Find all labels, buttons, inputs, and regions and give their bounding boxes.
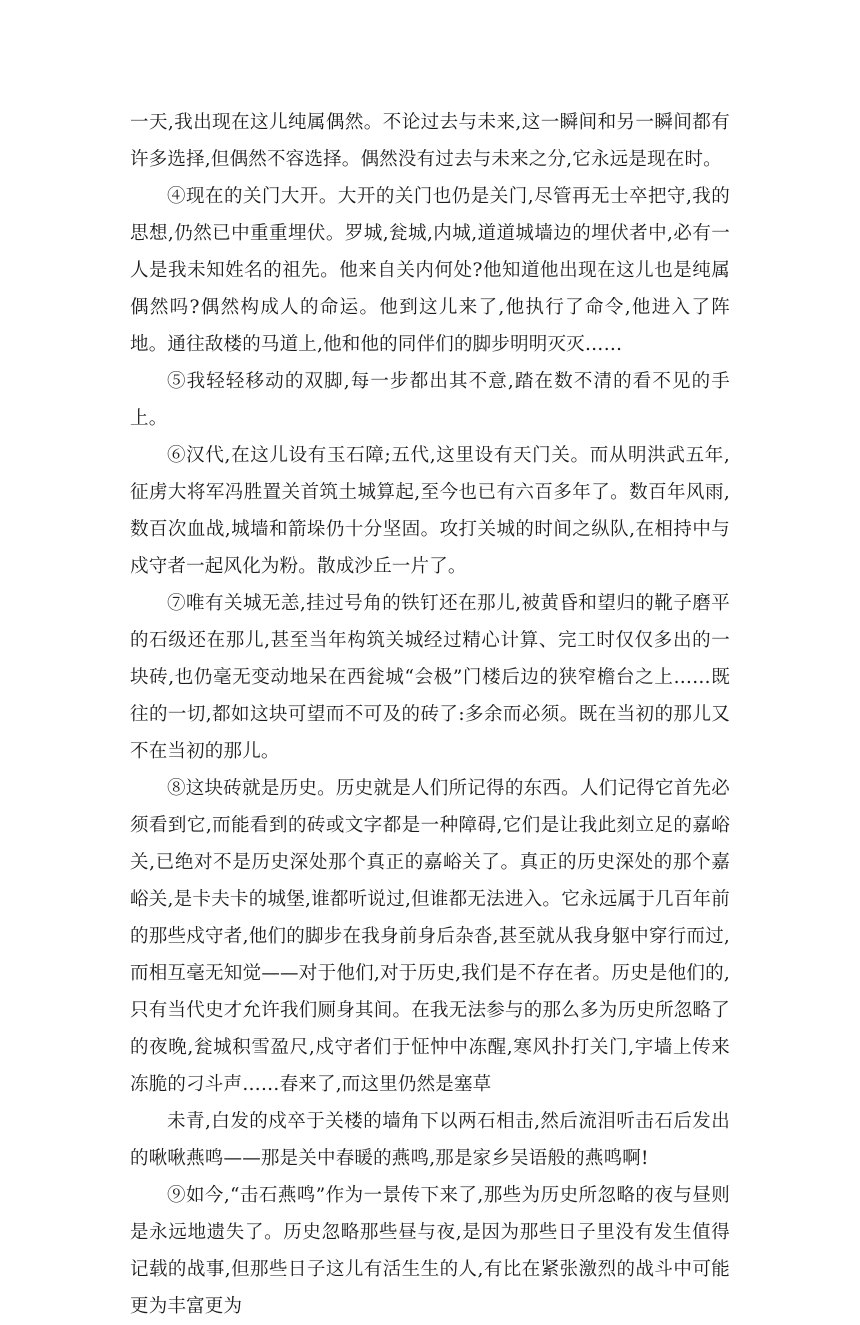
paragraph-8-continued: 未青,白发的戍卒于关楼的墙角下以两石相击,然后流泪听击石后发出的啾啾燕鸣——那是关中春暖的燕鸣,那是家乡吴语般的燕鸣啊! [130, 1111, 730, 1169]
paragraph-7: ⑦唯有关城无恙,挂过号角的铁钉还在那儿,被黄昏和望归的靴子磨平的石级还在那儿,甚至当年构筑关城经过精心计算、完工时仅仅多出的一块砖,也仍毫无变动地呆在西瓮城“会极”门楼后边的狭窄檐台之上……既往的一切,都如这块可望而不可及的砖了:多余而必须。既在当初的那儿又不在当初的那儿。 [130, 593, 730, 762]
paragraph-6: ⑥汉代,在这儿设有玉石障;五代,这里设有天门关。而从明洪武五年,征虏大将军冯胜置关首筑土城算起,至今也已有六百多年了。数百年风雨,数百次血战,城墙和箭垛仍十分坚固。攻打关城的时间之纵队,在相持中与戍守者一起风化为粉。散成沙丘一片了。 [130, 445, 730, 577]
paragraph-continued: 一天,我出现在这儿纯属偶然。不论过去与未来,这一瞬间和另一瞬间都有许多选择,但偶然不容选择。偶然没有过去与未来之分,它永远是现在时。 [130, 112, 730, 170]
article-body [130, 104, 730, 1325]
paragraph-4: ④现在的关门大开。大开的关门也仍是关门,尽管再无士卒把守,我的思想,仍然已中重重埋伏。罗城,瓮城,内城,道道城墙边的埋伏者中,必有一人是我未知姓名的祖先。他来自关内何处?他知道他出现在这儿也是纯属偶然吗?偶然构成人的命运。他到这儿来了,他执行了命令,他进入了阵地。通往敌楼的马道上,他和他的同伴们的脚步明明灭灭…… [130, 186, 730, 355]
paragraph-9: ⑨如今,“击石燕鸣”作为一景传下来了,那些为历史所忽略的夜与昼则是永远地遗失了。历史忽略那些昼与夜,是因为那些日子里没有发生值得记载的战事,但那些日子这儿有活生生的人,有比在紧张激烈的战斗中可能更为丰富更为 [130, 1185, 730, 1317]
paragraph-5: ⑤我轻轻移动的双脚,每一步都出其不意,踏在数不清的看不见的手上。 [130, 371, 730, 429]
paragraph-8: ⑧这块砖就是历史。历史就是人们所记得的东西。人们记得它首先必须看到它,而能看到的砖或文字都是一种障碍,它们是让我此刻立足的嘉峪关,已绝对不是历史深处那个真正的嘉峪关了。真正的历史深处的那个嘉峪关,是卡夫卡的城堡,谁都听说过,但谁都无法进入。它永远属于几百年前的那些戍守者,他们的脚步在我身前身后杂沓,甚至就从我身躯中穿行而过,而相互毫无知觉——对于他们,对于历史,我们是不存在者。历史是他们的,只有当代史才允许我们厕身其间。在我无法参与的那么多为历史所忽略了的夜晚,瓮城积雪盈尺,戍守者们于怔忡中冻醒,寒风扑打关门,宇墙上传来冻脆的刁斗声……春来了,而这里仍然是塞草 [130, 778, 730, 1095]
